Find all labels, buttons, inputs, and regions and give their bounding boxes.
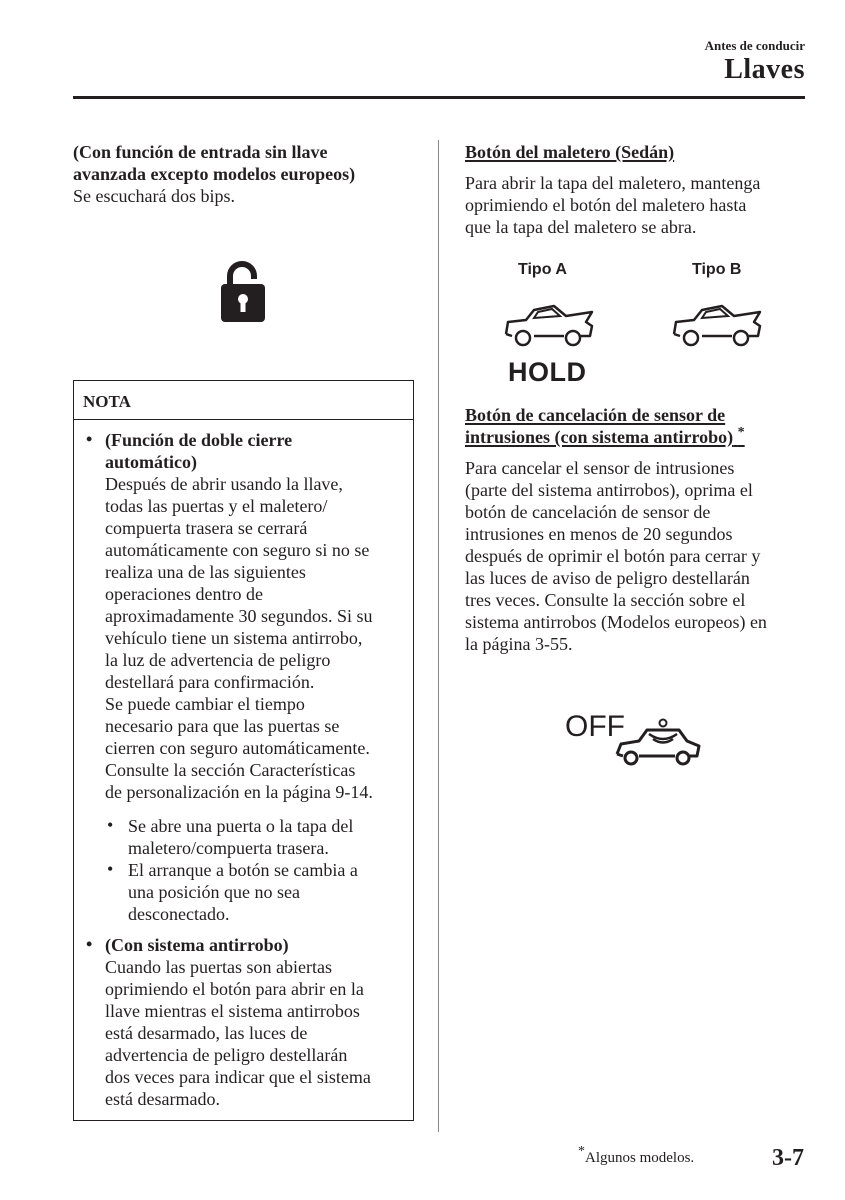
- note-box: [73, 380, 414, 1121]
- auto-lock-text: Después de abrir usando la llave, todas las puertas y el maletero/ compuerta trasera se cerrará automáticamente con seguro si no se realiza una de las siguientes operaciones dentro de aproximadamente 30 segundos. Si su vehículo tiene un sistema antirrobo, la luz de advertencia de peligro destellará para confirmación. Se puede cambiar el tiempo necesario para que las puertas se cierren con seguro automáticamente. Consulte la sección Características de personalización en la página 9-14.: [105, 474, 373, 802]
- sub-bullet-icon: •: [107, 815, 114, 835]
- page-title: Llaves: [724, 54, 805, 85]
- trunk-open-car-icon: [668, 300, 764, 359]
- auto-lock-heading: (Función de doble cierre automático): [105, 430, 293, 472]
- hold-label: HOLD: [508, 357, 587, 387]
- footnote-mark: *: [578, 1144, 585, 1159]
- footnote: *Algunos modelos.: [578, 1144, 695, 1166]
- note-title: NOTA: [83, 392, 131, 411]
- page-number: 3-7: [772, 1145, 804, 1171]
- trunk-button-text: Para abrir la tapa del maletero, mantenga oprimiendo el botón del maletero hasta que la tapa del maletero se abra.: [465, 173, 761, 237]
- trunk-open-car-icon: [500, 300, 596, 359]
- sub-item: Se abre una puerta o la tapa del maletero/compuerta trasera.: [128, 816, 354, 858]
- type-a-label: Tipo A: [518, 261, 567, 278]
- footnote-mark: *: [737, 425, 745, 440]
- keyless-heading: (Con función de entrada sin llave avanzada excepto modelos europeos): [73, 142, 356, 184]
- bullet-icon: •: [86, 934, 93, 954]
- section-label: Antes de conducir: [704, 38, 805, 53]
- note-header: [74, 381, 413, 420]
- type-b-label: Tipo B: [692, 261, 742, 278]
- unlock-padlock-icon: [218, 256, 268, 331]
- antitheft-heading: (Con sistema antirrobo): [105, 935, 289, 955]
- column-divider: [438, 140, 439, 1132]
- sub-bullet-icon: •: [107, 859, 114, 879]
- trunk-button-heading: Botón del maletero (Sedán): [465, 142, 675, 162]
- header-rule: [73, 96, 805, 99]
- intrusion-sensor-off-icon: [565, 706, 705, 775]
- off-label: OFF: [565, 710, 625, 743]
- sub-item: El arranque a botón se cambia a una posición que no sea desconectado.: [128, 860, 358, 924]
- antitheft-text: Cuando las puertas son abiertas oprimiendo el botón para abrir en la llave mientras el sistema antirrobos está desarmado, las luces de advertencia de peligro destellarán dos veces para indicar que el sistema está desarmado.: [105, 957, 371, 1109]
- intrusion-cancel-heading: Botón de cancelación de sensor de intrusiones (con sistema antirrobo) *: [465, 405, 745, 447]
- beep-text: Se escuchará dos bips.: [73, 186, 235, 206]
- bullet-icon: •: [86, 429, 93, 449]
- intrusion-cancel-text: Para cancelar el sensor de intrusiones (parte del sistema antirrobos), oprima el botón de cancelación de sensor de intrusiones en menos de 20 segundos después de oprimir el botón para cerrar y las luces de aviso de peligro destellarán tres veces. Consulte la sección sobre el sistema antirrobos (Modelos europeos) en la página 3-55.: [465, 458, 767, 654]
